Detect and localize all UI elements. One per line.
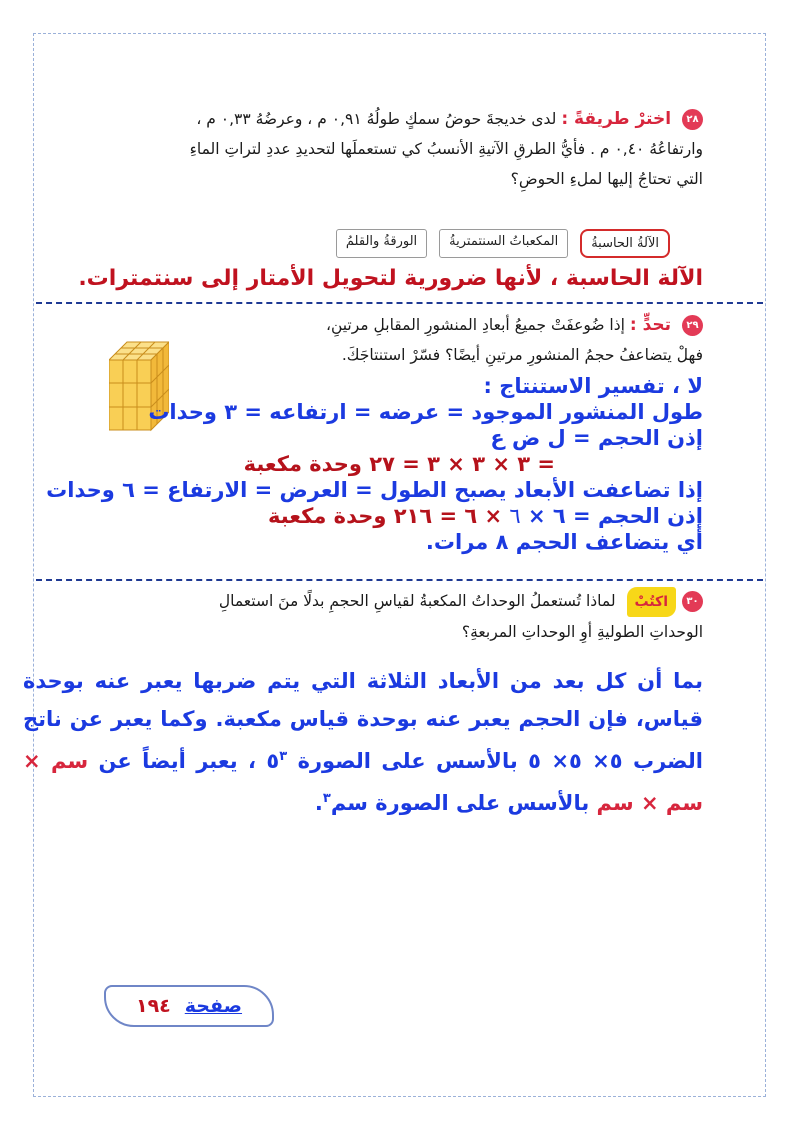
answer-30-part3: بالأسس على الصورة سم [330, 791, 597, 815]
problem-30-tag: اكتُبْ [627, 587, 676, 617]
problem-28-line3: التي تحتاجُ إليها لملءِ الحوضِ؟ [510, 170, 703, 188]
problem-28-number: ٢٨ [682, 109, 703, 130]
problem-28-answer: الآلة الحاسبة ، لأنها ضرورية لتحويل الأمتار إلى سنتمترات. [78, 266, 703, 291]
page-word: صفحة [184, 995, 243, 1017]
answer-29-line2: طول المنشور الموجود = عرضه = ارتفاعه = ٣ وحدات [148, 400, 703, 424]
answer-30-cm-product: سم × سم × سم [23, 749, 703, 815]
answer-29-volume-216: × ٦ = ٢١٦ [393, 504, 510, 528]
problem-30-number: ٣٠ [682, 591, 703, 612]
problem-29-line1: إذا ضُوعفَتْ جميعُ أبعادِ المنشورِ المقابلِ مرتينِ، [325, 316, 625, 334]
answer-30-paragraph [23, 662, 703, 822]
answer-29-line1: لا ، تفسير الاستنتاج : [483, 374, 703, 398]
page-number-box [104, 985, 274, 1027]
answer-29-line7: أي يتضاعف الحجم ٨ مرات. [425, 530, 703, 554]
answer-29-line6 [268, 504, 703, 528]
problem-28-line2: وارتفاعُهُ ٠,٤٠ م . فأيُّ الطرقِ الآتيةِ الأنسبُ كي تستعملَها لتحديدِ عددِ لتراتِ الماءِ [189, 140, 703, 158]
problem-30-text [103, 586, 703, 647]
answer-29-line5: إذا تضاعفت الأبعاد يصبح الطول = العرض = الارتفاع = ٦ وحدات [46, 478, 703, 502]
method-paper-pencil[interactable]: الورقةُ والقلمُ [336, 229, 427, 258]
problem-30-line2: الوحداتِ الطوليةِ أوِ الوحداتِ المربعةِ؟ [461, 623, 703, 641]
problem-29-text [103, 310, 703, 370]
answer-29-unit-27: وحدة مكعبة [243, 452, 362, 476]
problem-30-line1: لماذا تُستعملُ الوحداتُ المكعبةُ لقياسِ الحجمِ بدلًا منَ استعمالِ [218, 592, 616, 610]
answer-30-exponent1: ٣ [279, 749, 288, 764]
problem-28-title: اخترْ طريقةً : [561, 109, 672, 129]
answer-30-part2: ، يعبر أيضاً عن [88, 749, 267, 773]
method-centimeter-cubes[interactable]: المكعباتُ السنتمتريةُ [439, 229, 568, 258]
answer-30-end: . [314, 791, 323, 815]
problem-28-line1: لدى خديجةَ حوضُ سمكٍ طولُهُ ٠,٩١ م ، وعرضُهُ ٠,٣٣ م ، [196, 110, 557, 128]
problem-29-number: ٢٩ [682, 315, 703, 336]
answer-30-part1: بما أن كل بعد من الأبعاد الثلاثة التي يتم ضربها يعبر عنه بوحدة قياس، فإن الحجم يعبر عنه بوحدة قياس مكعبة. وكما يعبر عن ناتج الضرب ٥× ٥× ٥ بالأسس على الصورة ٥ [23, 669, 703, 773]
answer-29-unit-216: وحدة مكعبة [267, 504, 387, 528]
answer-29-volume-27: = ٣ × ٣ × ٣ = ٢٧ [369, 452, 555, 476]
separator-1 [36, 302, 763, 304]
answer-29-volume-prefix: إذن الحجم = ٦ × [520, 504, 703, 528]
method-calculator[interactable]: الآلةُ الحاسبةُ [580, 229, 670, 258]
problem-29-line2: فهلْ يتضاعفُ حجمُ المنشورِ مرتينِ أيضًا؟ فسّرْ استنتاجَكَ. [341, 346, 703, 364]
answer-30-exponent2: ٣ [322, 791, 331, 806]
page-number: ١٩٤ [135, 995, 171, 1017]
answer-29-line3: إذن الحجم = ل ض ع [490, 426, 703, 450]
worksheet-page [23, 33, 766, 1097]
answer-29-line4 [244, 452, 555, 476]
problem-29-title: تحدٍّ : [629, 315, 672, 335]
answer-29-middle-six: ٦ [509, 504, 521, 528]
method-options [336, 229, 670, 258]
problem-28-text [103, 104, 703, 194]
separator-2 [36, 579, 763, 581]
